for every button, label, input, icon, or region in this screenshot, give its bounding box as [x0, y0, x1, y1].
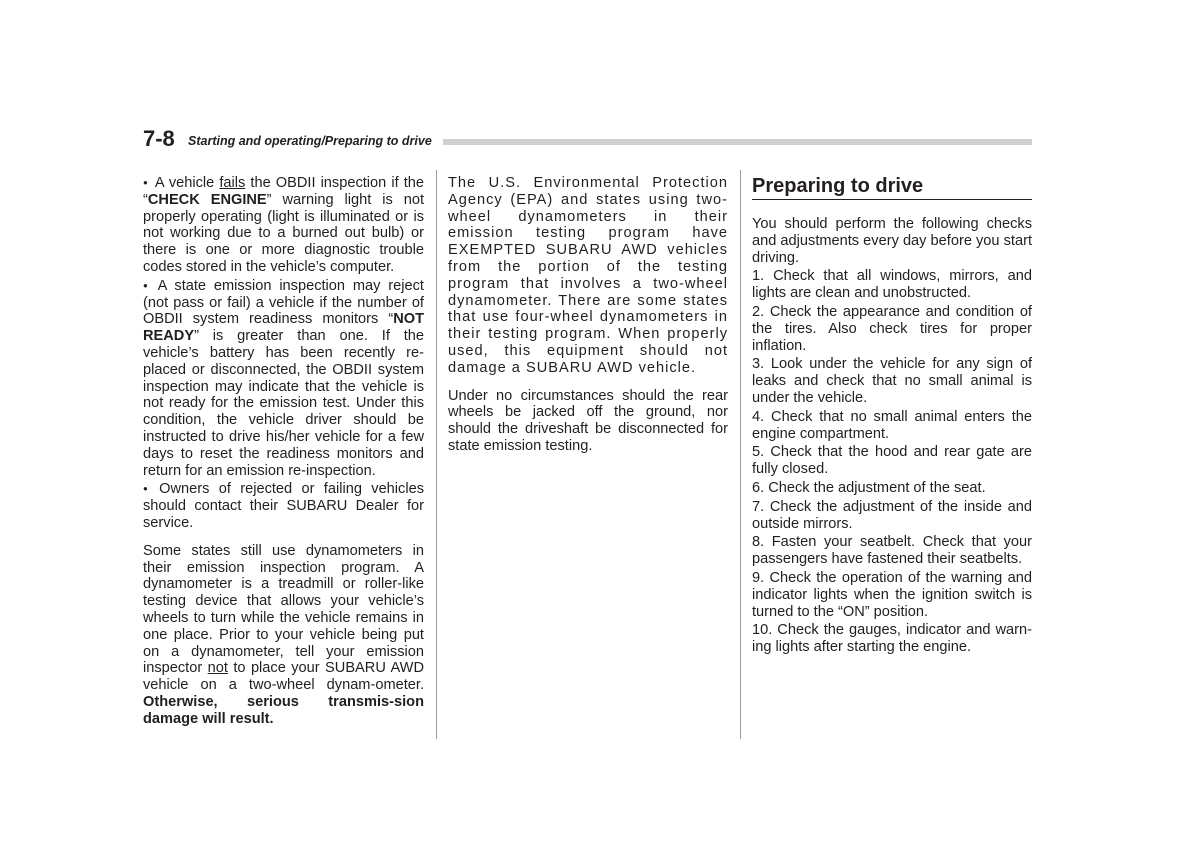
- check-item: 1. Check that all windows, mirrors, and lights are clean and unobstructed.: [752, 268, 1032, 302]
- heading-preparing-to-drive: Preparing to drive: [752, 175, 924, 197]
- check-item: 8. Fasten your seatbelt. Check that your passengers have fastened their seatbelts.: [752, 534, 1032, 568]
- check-item: 5. Check that the hood and rear gate are fully closed.: [752, 444, 1032, 478]
- header-rule: [443, 139, 1032, 145]
- check-item: 9. Check the operation of the warning and indicator lights when the ignition switch is turned to the “ON” position.: [752, 569, 1032, 620]
- check-item: 2. Check the appearance and condition of the tires. Also check tires for proper inflation.: [752, 303, 1032, 354]
- underlined-word: fails: [219, 175, 246, 191]
- column-divider: [436, 170, 437, 739]
- check-item: 10. Check the gauges, indicator and warn-ing lights after starting the engine.: [752, 622, 1032, 656]
- page-header: [143, 126, 1032, 152]
- check-item: 3. Look under the vehicle for any sign of leaks and check that no small animal is under the vehicle.: [752, 356, 1032, 406]
- intro-paragraph: You should perform the following checks and adjustments every day before you start driving.: [752, 216, 1032, 266]
- column-divider: [740, 170, 741, 739]
- section-title: Starting and operating/Preparing to drive: [188, 134, 432, 148]
- warning-text: Otherwise, serious transmis-sion damage will result.: [143, 693, 424, 727]
- column-left: [143, 175, 424, 728]
- bullet-readiness: ● A state emission inspection may reject (not pass or fail) a vehicle if the number of OBDII system readiness monitors “NOT READY” is greater than one. If the vehicle’s battery has been recently re-placed or disconnected, the OBDII system inspection may indicate that the vehicle is not ready for the emission test. Under this condition, the vehicle driver should be instructed to drive his/her vehicle for a few days to reset the readiness monitors and return for an emission re-inspection.: [143, 278, 424, 480]
- epa-paragraph: The U.S. Environmental Protection Agency (EPA) and states using two-wheel dynamometers in their emission testing program have EXEMPTED SUBARU AWD vehicles from the portion of the testing program that involves a two-wheel dynamometer. There are some states that use four-wheel dynamometers in their testing program. When properly used, this equipment should not damage a SUBARU AWD vehicle.: [448, 175, 728, 376]
- check-engine-term: CHECK ENGINE: [147, 191, 267, 208]
- bullet-owners: ● Owners of rejected or failing vehicles should contact their SUBARU Dealer for service.: [143, 481, 424, 531]
- page-number: 7-8: [143, 126, 175, 151]
- column-middle: [448, 175, 728, 455]
- check-item: 6. Check the adjustment of the seat.: [752, 479, 986, 496]
- bullet-obdii-fail: ● A vehicle fails the OBDII inspection if the “CHECK ENGINE” warning light is not properly operating (light is illuminated or is not working due to a burned out bulb) or there is one or more diagnostic trouble codes stored in the vehicle’s computer.: [143, 175, 424, 276]
- check-item: 4. Check that no small animal enters the engine compartment.: [752, 408, 1032, 442]
- underlined-word: not: [207, 660, 228, 677]
- not-ready-term: NOT READY: [143, 311, 424, 345]
- no-jacking-paragraph: Under no circumstances should the rear wheels be jacked off the ground, nor should the driveshaft be disconnected for state emission testing.: [448, 387, 728, 454]
- section-heading: [752, 175, 1032, 200]
- check-item: 7. Check the adjustment of the inside and outside mirrors.: [752, 498, 1032, 532]
- column-right: [752, 175, 1032, 656]
- dynamometer-paragraph: Some states still use dynamometers in their emission inspection program. A dynamometer is a treadmill or roller-like testing device that allows your vehicle’s wheels to turn while the vehicle remains in one place. Prior to your vehicle being put on a dynamometer, tell your emission inspector not to place your SUBARU AWD vehicle on a two-wheel dynam-ometer. Otherwise, serious transmis-sion damage will result.: [143, 542, 424, 727]
